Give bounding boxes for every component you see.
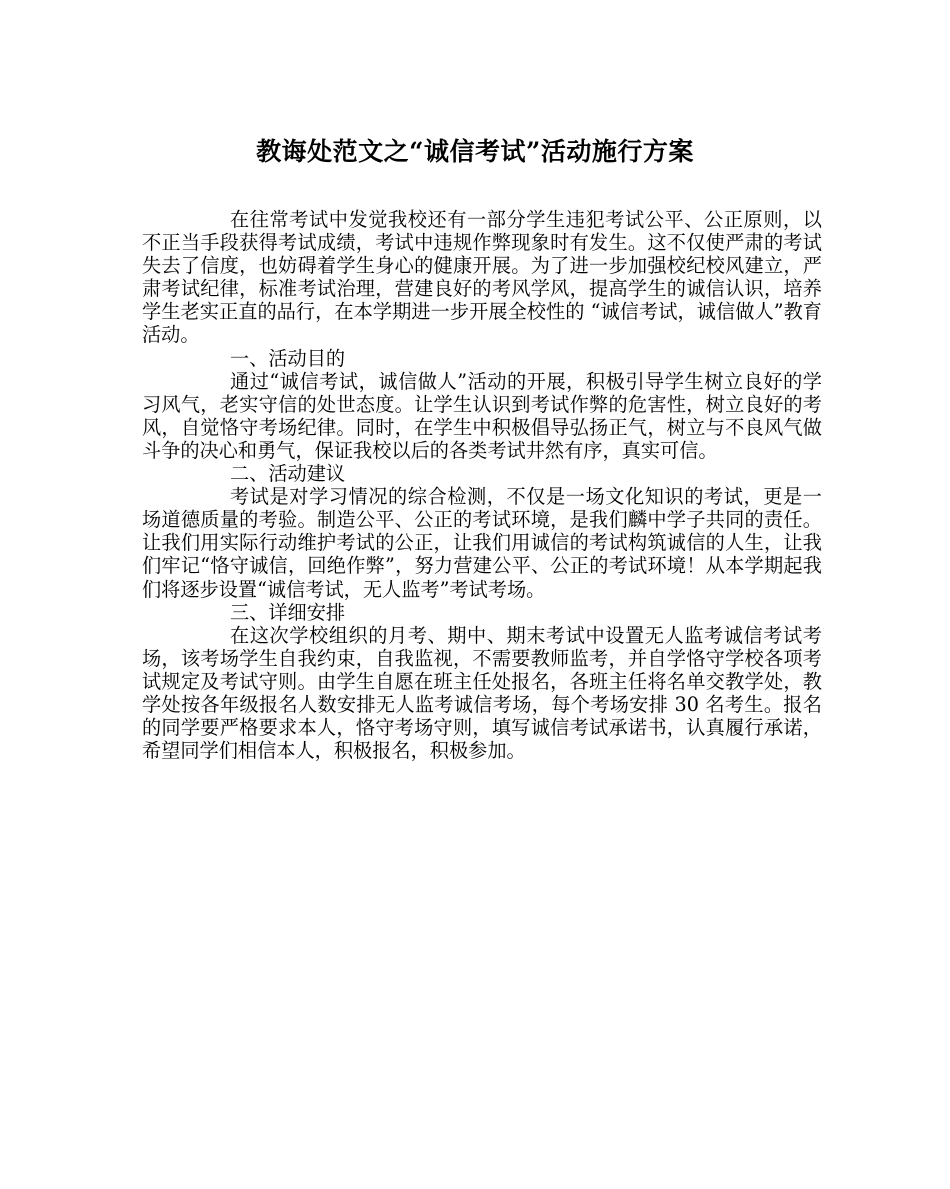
- section-heading-proposal: 二、活动建议: [230, 462, 346, 486]
- proposal-paragraph: 考试是对学习情况的综合检测，不仅是一场文化知识的考试，更是一场道德质量的考验。制造公平、公正的考试环境，是我们麟中学子共同的责任。让我们用实际行动维护考试的公正，让我们用诚信的考试构筑诚信的人生，让我们牢记“恪守诚信，回绝作弊”，努力营建公平、公正的考试环境！从本学期起我们将逐步设置“诚信考试，无人监考”考试考场。: [142, 485, 822, 601]
- section-heading-arrangement: 三、详细安排: [230, 600, 346, 624]
- purpose-paragraph: 通过“诚信考试，诚信做人”活动的开展，积极引导学生树立良好的学习风气，老实守信的处世态度。让学生认识到考试作弊的危害性，树立良好的考风，自觉恪守考场纪律。同时，在学生中积极倡导弘扬正气，树立与不良风气做斗争的决心和勇气，保证我校以后的各类考试井然有序，真实可信。: [142, 369, 822, 462]
- intro-paragraph: 在往常考试中发觉我校还有一部分学生违犯考试公平、公正原则，以不正当手段获得考试成绩，考试中违规作弊现象时有发生。这不仅使严肃的考试失去了信度，也妨碍着学生身心的健康开展。为了进一步加强校纪校风建立，严肃考试纪律，标准考试治理，营建良好的考风学风，提高学生的诚信认识，培养学生老实正直的品行，在本学期进一步开展全校性的 “诚信考试，诚信做人”教育活动。: [142, 208, 822, 347]
- document-title: 教诲处范文之“诚信考试”活动施行方案: [256, 137, 694, 166]
- section-heading-purpose: 一、活动目的: [230, 346, 346, 370]
- document-body: [142, 208, 822, 762]
- arrangement-paragraph: 在这次学校组织的月考、期中、期末考试中设置无人监考诚信考试考场，该考场学生自我约束，自我监视，不需要教师监考，并自学恪守学校各项考试规定及考试守则。由学生自愿在班主任处报名，各班主任将名单交教学处，教学处按各年级报名人数安排无人监考诚信考场，每个考场安排 30 名考生。报名的同学要严格要求本人，恪守考场守则，填写诚信考试承诺书，认真履行承诺，希望同学们相信本人，积极报名，积极参加。: [142, 623, 822, 763]
